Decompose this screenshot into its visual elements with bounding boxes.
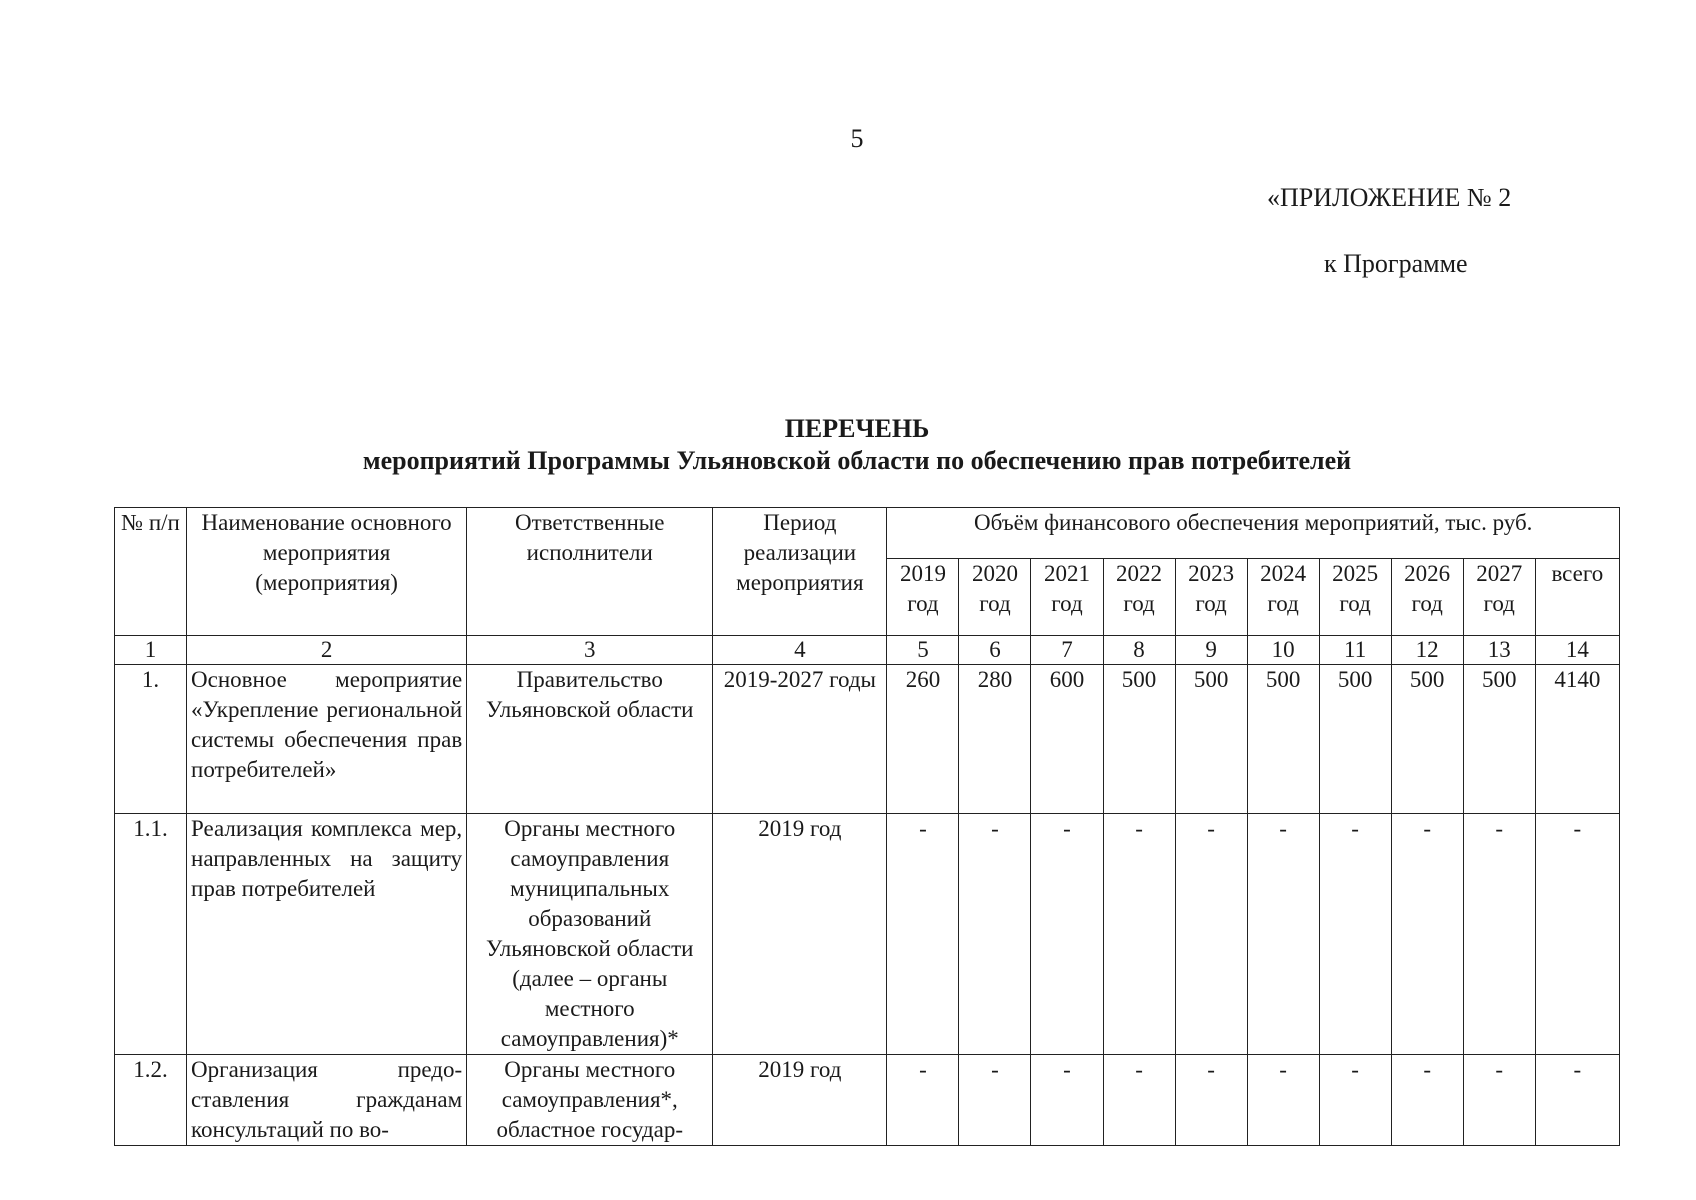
header-executors: Ответственные исполнители (467, 508, 713, 636)
column-number-row (115, 636, 1620, 665)
row-period: 2019-2027 годы (713, 665, 887, 814)
row-value: - (1391, 814, 1463, 1055)
column-number: 14 (1535, 636, 1619, 665)
row-value: - (1175, 814, 1247, 1055)
row-value: 500 (1247, 665, 1319, 814)
column-number: 7 (1031, 636, 1103, 665)
header-period: Период реализации мероприятия (713, 508, 887, 636)
row-value: - (1463, 814, 1535, 1055)
row-value: 500 (1175, 665, 1247, 814)
table-row (115, 665, 1620, 814)
appendix-title: «ПРИЛОЖЕНИЕ № 2 (1267, 183, 1512, 212)
column-number: 10 (1247, 636, 1319, 665)
measures-table (114, 507, 1620, 1146)
column-number: 5 (887, 636, 959, 665)
column-number: 6 (959, 636, 1031, 665)
row-num: 1. (115, 665, 187, 814)
column-number: 3 (467, 636, 713, 665)
header-total: всего (1535, 559, 1619, 636)
row-value: 500 (1391, 665, 1463, 814)
row-value: - (1391, 1055, 1463, 1146)
table-row (115, 1055, 1620, 1146)
row-value: - (1319, 1055, 1391, 1146)
row-value: 500 (1319, 665, 1391, 814)
row-value: 280 (959, 665, 1031, 814)
row-value: - (1031, 1055, 1103, 1146)
column-number: 2 (187, 636, 467, 665)
column-number: 13 (1463, 636, 1535, 665)
row-total: - (1535, 1055, 1619, 1146)
row-name: Реализация комплекса мер, направленных на защиту прав потребителей (187, 814, 467, 1055)
appendix-subtitle: к Программе (1324, 249, 1468, 278)
row-value: - (1463, 1055, 1535, 1146)
row-name: Организация предоставления гражданам консультаций по во- (187, 1055, 467, 1146)
header-name: Наименование основного мероприятия (мероприятия) (187, 508, 467, 636)
row-value: 260 (887, 665, 959, 814)
row-executors: Правительство Ульяновской области (467, 665, 713, 814)
column-number: 12 (1391, 636, 1463, 665)
row-value: - (1103, 1055, 1175, 1146)
row-value: 500 (1463, 665, 1535, 814)
header-year: 2023 год (1175, 559, 1247, 636)
row-value: - (1247, 814, 1319, 1055)
row-period: 2019 год (713, 1055, 887, 1146)
column-number: 8 (1103, 636, 1175, 665)
column-number: 11 (1319, 636, 1391, 665)
document-title: ПЕРЕЧЕНЬ (784, 414, 930, 443)
row-value: - (1031, 814, 1103, 1055)
header-year: 2025 год (1319, 559, 1391, 636)
row-total: 4140 (1535, 665, 1619, 814)
header-year: 2021 год (1031, 559, 1103, 636)
row-value: - (1175, 1055, 1247, 1146)
row-num: 1.1. (115, 814, 187, 1055)
row-value: - (887, 814, 959, 1055)
row-period: 2019 год (713, 814, 887, 1055)
row-value: - (1103, 814, 1175, 1055)
row-value: - (959, 1055, 1031, 1146)
row-value: 500 (1103, 665, 1175, 814)
column-number: 9 (1175, 636, 1247, 665)
row-num: 1.2. (115, 1055, 187, 1146)
header-year: 2024 год (1247, 559, 1319, 636)
row-value: - (959, 814, 1031, 1055)
row-executors: Органы местного самоуправления муниципальных образований Ульяновской области (далее – органы местного самоуправления)* (467, 814, 713, 1055)
page-number: 5 (850, 124, 864, 153)
header-year: 2027 год (1463, 559, 1535, 636)
row-value: 600 (1031, 665, 1103, 814)
document-subtitle: мероприятий Программы Ульяновской области по обеспечению прав потребителей (362, 446, 1352, 475)
header-funding: Объём финансового обеспечения мероприятий, тыс. руб. (887, 508, 1620, 559)
column-number: 1 (115, 636, 187, 665)
row-total: - (1535, 814, 1619, 1055)
table-row (115, 814, 1620, 1055)
header-year: 2020 год (959, 559, 1031, 636)
header-year: 2022 год (1103, 559, 1175, 636)
row-value: - (1319, 814, 1391, 1055)
header-num: № п/п (115, 508, 187, 636)
row-executors: Органы местного самоуправления*, областное государ- (467, 1055, 713, 1146)
row-value: - (887, 1055, 959, 1146)
header-year: 2026 год (1391, 559, 1463, 636)
header-year: 2019 год (887, 559, 959, 636)
row-name: Основное мероприятие «Укрепление региональной системы обеспечения прав потребителей» (187, 665, 467, 814)
row-value: - (1247, 1055, 1319, 1146)
column-number: 4 (713, 636, 887, 665)
table-header-row (115, 508, 1620, 559)
